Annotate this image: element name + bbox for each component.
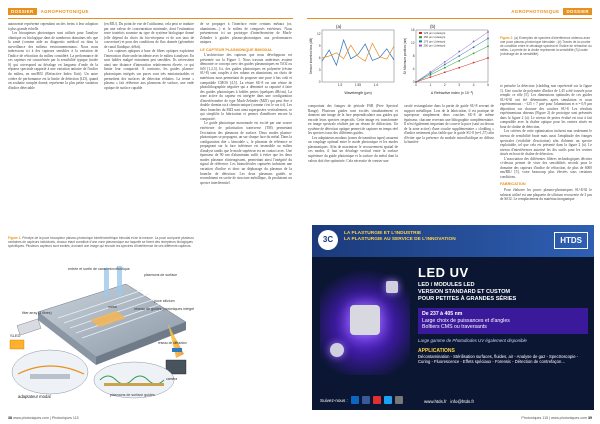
- legend-label: 200 µm L(design): [423, 43, 446, 48]
- column-4: [308, 104, 398, 222]
- ad-line-3: POUR PETITES À GRANDES SÉRIES: [418, 296, 517, 302]
- right-footer: Photoniques 115 | www.photoniques.com 39: [521, 416, 592, 420]
- label-channel: entrée et sortie de canal microfluidique: [68, 267, 130, 271]
- ad-banner-text: [344, 231, 544, 243]
- led-smd-icon: [386, 281, 398, 293]
- plot-b-xlabel: Δ Refractive index (x 10⁻³): [430, 91, 474, 95]
- y-tick-label: 0: [412, 80, 415, 85]
- col6-para-2: Les critères de cette optimisation incluent non seulement le niveau de sensibilité brute mais aussi l'amplitude des franges spectrales (visibilité d'excitation) afin d'obtenir un spectre exploitable, tel que cela est présenté dans la figure 2 (a). Le niveau d'interférences autorisé les dix outils pour les centres situés en bout de chaîne de détection.: [500, 129, 592, 157]
- right-header-rule: [307, 18, 592, 19]
- ad-social-label: Suivez-nous :: [320, 397, 348, 403]
- data-point: [473, 53, 475, 55]
- y-tick-label: 6: [318, 56, 321, 61]
- data-point: [458, 51, 460, 53]
- ad-led-visual: [320, 265, 410, 375]
- label-chip: réseau de guides photoniques intégrés: [134, 307, 194, 311]
- label-camera: caméra: [166, 377, 178, 381]
- x-tick-label: 1.5: [337, 83, 343, 87]
- x-tick-label: 0: [415, 83, 417, 87]
- col3-para-3: Le guide photonique monomode est excité par une source extérieure de polarisation transverse (TM) permettant l'excitation des plasmons de surface. Deux modes plasmo-photoniques se propagent, un sur chaque face du métal. Dans la configuration dite « bimodale », le plasmon de référence se propageant sur la face inférieure est insensible au milieu d'analyse tandis que le mode supérieur est en contact avec. Une épaisseur de 90 nm d'aluminium suffit à éviter que les deux modes plasmon n'interagissent, permettant ainsi l'intégrité du signal de référence. Les biomolécules capturées induisent une variation d'indice et donc un déphasage du plasmon de la branche de détection. Les deux plasmons guidés se recombinent en sortie de structure métallique, ils produisent un spectre interférentiel: [200, 121, 292, 185]
- adapter-guide: [30, 374, 70, 379]
- ad-banner-line-1: LA PLASTURGIE ET L'INDUSTRIE: [344, 231, 422, 236]
- x-tick-label: 5: [487, 83, 489, 87]
- led-chip-icon: [330, 343, 344, 357]
- ad-brand-logo-left: 3C: [318, 230, 338, 250]
- plasmon-metal: [104, 383, 164, 386]
- data-point: [430, 71, 432, 73]
- ad-apps-title: APPLICATIONS: [418, 347, 455, 354]
- legend-label: 175 µm L(design): [423, 39, 446, 44]
- label-support: puce silicium: [154, 299, 175, 303]
- panel-a-label: (a): [336, 24, 342, 29]
- figure-2-caption: [500, 36, 592, 56]
- ad-spec-box: [418, 308, 588, 334]
- figure-2: [308, 22, 494, 96]
- legend-swatch: [419, 32, 422, 34]
- data-point: [430, 76, 432, 78]
- figure-1-caption-text: Principe de la puce biocapteur plasmo-photonique interférométrique bimodal et de la mesure. La puce comporte plusieurs centaines de capteurs individuels, chacun étant constitué d'une zone plasmonique sur laquelle se fixent des récepteurs biologiques spécifiques. Plusieurs capteurs sont excités, donnant une image qui encode les spectres d'interférence de ces différents capteurs.: [8, 236, 194, 248]
- data-point: [430, 73, 432, 75]
- column-3: [200, 22, 292, 410]
- figure-2-plots: [308, 22, 494, 96]
- data-point: [487, 45, 489, 47]
- ad-title: LED UV: [418, 265, 469, 280]
- plot-b-legend: [419, 31, 445, 48]
- data-point: [444, 67, 446, 69]
- left-page-number: 38: [8, 416, 12, 420]
- col6-para-3: L'association des différentes filières technologiques décrites ci-dessus permet de viser des sensibilités records pour le domaine des capteurs d'indice de réfraction, de plus de 6000 nm/RIU [5], voire beaucoup plus élevées sous certaines conditions.: [500, 156, 592, 179]
- label-grating: réseau de diffraction: [158, 341, 187, 345]
- figure-2-caption-text: (a) Exemples de spectres d'interférence obtenus avec une puce plasmo-photonique bimodale ; (b) Tracés de la courbe de condition entre le décalage spectral et l'indice de réfraction du milieu. La pente de la droite représente la sensibilité (S) locale (voisinage de la sensibilité).: [500, 36, 592, 56]
- ad-banner-line-2: LA PLASTURGIE AU SERVICE DE L'INNOVATION: [344, 237, 456, 242]
- y-tick-label: 16: [410, 28, 415, 33]
- legend-label: 125 µm L(design): [423, 31, 446, 35]
- fiber-array: [17, 319, 41, 335]
- x-tick-label: 3: [458, 83, 461, 87]
- ad-apps-text: Décontamination - Stérilisation surfaces, fluides, air - Analyse de gaz - Spectroscopie - Curing - Fluorescence - Effets spéciaux - Forensic - Détection de contrefaçon…: [418, 353, 579, 365]
- y-tick-label: 8: [412, 54, 415, 59]
- data-point: [473, 40, 475, 42]
- column-1: [8, 22, 98, 232]
- label-sled: SLED: [10, 333, 21, 338]
- data-point: [487, 57, 489, 59]
- microfluidic-inlet: [104, 268, 109, 298]
- ad-social: [320, 396, 403, 404]
- twitter-icon[interactable]: [384, 396, 392, 404]
- ad-spec-3: Boîtiers CMS ou traversants: [422, 324, 487, 331]
- left-header-rule: [8, 18, 293, 19]
- diffraction-grating: [172, 348, 182, 352]
- left-header-title: AGROPHOTONIQUE: [40, 9, 89, 14]
- data-point: [458, 67, 460, 69]
- figure-1-illustration: [8, 262, 194, 402]
- column-2: [104, 22, 194, 232]
- right-footer-site: www.photoniques.com: [551, 416, 587, 420]
- col4-para-1: comportant des franges de période FSR (Free Spectral Range). Plusieurs guides sont excités simultanément et donnent une image de la face perpendiculaire aux guides qui encode leurs spectres respectifs. Cette image est transformée en image spectrale réalisée par un réseau de diffraction. Un système de détection optique permet de capturer en temps réel les spectres issus des différents guides.: [308, 104, 398, 136]
- y-tick-label: 12: [316, 32, 321, 37]
- email-icon[interactable]: [395, 396, 403, 404]
- y-tick-label: 4: [412, 67, 415, 72]
- ad-spec-1: De 237 à 405 nm: [422, 311, 463, 317]
- ad-line-2: VERSION STANDARD ET CUSTOM: [418, 289, 511, 295]
- col2-para-2: Les capteurs optiques à base de fibres optiques exploitent l'interaction d'une onde incidente avec le milieu à analyser. En sont faibles malgré entrainent peu sensibles. Ils nécessitent ainsi une distance d'interaction relativement élevée, ce qui limite leur compacité. A contrario, les guides plasmo-photoniques intégrés sur puces sont très miniaturisables et permettent des surfaces de détection réduites. La terme « plasmo » fait référence aux plasmons de surface, une onde optique de surface capable: [104, 49, 194, 90]
- left-footer: 38 www.photoniques.com | Photoniques 115: [8, 416, 79, 420]
- right-header: [507, 7, 592, 16]
- legend-swatch: [419, 45, 422, 47]
- ad-note: Large gamme de Photodiodes UV également disponible: [418, 337, 527, 343]
- ad-spec-2: Large choix de puissances et d'angles: [422, 317, 510, 324]
- x-tick-label: 1.6: [373, 83, 379, 87]
- plot-b-ylabel: δλ Minimum position (nm): [403, 37, 407, 75]
- data-point: [473, 46, 475, 48]
- youtube-icon[interactable]: [373, 396, 381, 404]
- y-tick-label: 9: [318, 44, 321, 49]
- col4-para-2: Les adaptateurs modaux (zones de transition taper) assurent un couplage optimal entre le mode photonique et les modes plasmoniques. Afin de maximiser le recouvrement spatial de ces modes, il faut un décalage vertical entre la surface supérieure du guide photonique et la surface du métal dont la valeur doit être optimisée. Cela nécessite de creuser une: [308, 135, 398, 163]
- data-point: [487, 31, 489, 33]
- x-tick-label: 4: [472, 83, 475, 87]
- col6-subhead: FABRICATION: [500, 182, 526, 187]
- ad-banner: [312, 225, 594, 257]
- col6-para-4: Pour élaborer les puces plasmo-photoniques SU-8/Al le substrat utilisé est une plaquette de silicium recouverte de 3 µm de SiO2. Le remplacement du matériau inorganique: [500, 188, 592, 202]
- label-fiber: fiber array (4 fibres): [22, 311, 52, 315]
- figure-1-caption: [8, 236, 194, 248]
- col3-para-2: L'architecture des capteurs que nous développons est présentée sur la Figure 1. Nous travaux antérieurs avaient démontré ce concept avec des guides plasmoniques en TiO2 ou SiN [1,2,3]. Ici, des guides photoniques en polymère (résine SU-8) sont couplés à des rubans en aluminium, un choix de matériaux nous permettant de proposer une puce à bas coût et compatible CMOS [4,5]. La résine SU-8 est une résine de photolithographie négative qui a démontré sa capacité à faire des guides photoniques à faibles pertes (quelques dB/cm). La zone active du capteur est intégrée dans une configuration d'interféromètre de type Mach-Zehnder (MZI) qui peut être à double chemin ou à chemin unique (comme c'est le cas ici). Les deux branches du MZI sont ainsi superposées verticalement, ce qui simplifie la fabrication et permet d'améliorer encore la compacité.: [200, 53, 292, 121]
- ad-email[interactable]: info@htds.fr: [450, 399, 475, 404]
- ad-contact: [424, 399, 474, 404]
- x-tick-label: 1.55: [354, 83, 362, 87]
- col3-para-1: de se propager à l'interface entre certains métaux (or, aluminium…) et le milieu de composés extérieurs. Nous présenterons ici un prototype d'interféromètre de Mach-Zehnder à guides plasmo-photoniques aux performances uniques.: [200, 22, 292, 45]
- linkedin-icon[interactable]: [351, 396, 359, 404]
- facebook-icon[interactable]: [362, 396, 370, 404]
- right-header-tag: DOSSIER: [563, 8, 592, 15]
- col2-para-1: (en RIU). Du point de vue de l'utilisateur, cela peut se traduire par une valeur de concentration minimale, dont l'estimation reste toutefois soumise au type de système biologique donné (elle dépend du choix du bio-récepteur et de son taux de couverture) et pour des conditions de flux donnée (géométrie de canal fluidique, débit).: [104, 22, 194, 49]
- ad-brand-logo-right: HTDS: [554, 232, 588, 249]
- left-header-tag: DOSSIER: [8, 8, 37, 15]
- plot-a-ylabel: Sensor insertion loss (dB): [309, 37, 313, 75]
- col6-para-1: et perturbe la détection (cladding non représenté sur la figure 1). Une couche de polymère d'indice de 1,45 a été trouvée pour remplir ce rôle [5]. Les dimensions optimales de ces guides SU-8/Al ont été déterminées après simulation et nous expérimentaux : ~125 × 7 µm² pour l'aluminium et n = 0,9 µm déposition sur chacune des couches SU-8. Les résultats expérimentaux obtenus (Figure 2) de prototype sont présentés dans la figure 2 (a). Le niveau de pertes évalué est tout à fait compatible avec la chaîne optique pour les centres situés en bout de chaîne de détection.: [500, 84, 592, 129]
- data-point: [458, 55, 460, 57]
- label-adapter: adaptateur modal: [18, 394, 51, 399]
- y-tick-label: 3: [318, 68, 321, 73]
- right-page-number: 39: [588, 416, 592, 420]
- col3-subhead: LE CAPTEUR PLASMONIQUE BIMODAL: [200, 47, 273, 52]
- ad-url[interactable]: www.htds.fr: [424, 399, 447, 404]
- figure-1-caption-num: Figure 1.: [8, 236, 22, 240]
- figure-2-caption-num: Figure 2.: [500, 36, 514, 40]
- col1-para-2: Les biocapteurs photoniques sont utilisés pour l'analyse chimique ou biologique dans de nombreux domaines tels que la santé (comme aide au diagnostic médical ou dans la surveillance des milieux environnementaux. Nous nous intéressons ici à des capteurs sensibles à la variation de l'indice de réfraction du milieu considéré. La performance de ces capteurs est caractérisée par la sensibilité typique (notée S) qui correspond au décalage en longueur d'onde de la réponse spectrale rapporté à une variation unitaire de l'indice du milieu, en nm/RIU (Refractive Index Unit). Un autre critère de performance est la limite de détection (LD), quand on souhaite complet donné, représente la plus petite variation d'indice détectable: [8, 31, 98, 90]
- data-point: [444, 64, 446, 66]
- plot-a-xlabel: Wavelength (µm): [344, 91, 372, 95]
- data-point: [458, 60, 460, 62]
- x-tick-label: 1: [429, 83, 432, 87]
- left-header: [8, 7, 93, 16]
- figure-1: [8, 262, 194, 402]
- legend-swatch: [419, 36, 422, 38]
- ad-line-1: LED / MODULES LED: [418, 282, 475, 288]
- col5-para-1: cavité rectangulaire dans la partie de guide SU-8 servant de support métallique. Lors de la fabrication, il est pratique de superposer simplement deux couches SU-8 de même épaisseur, chacune recevant une lithographie complémentaire. Il n'est également important de couvrir la puce (sauf au dessus de la zone active) d'une couche supplémentaire « cladding » d'indice nettement plus faible que le guide SU-8 (n=1,57) afin d'éviter que la présence du module microfluidique ne diffuse la lumière: [404, 104, 494, 145]
- legend-label: 150 µm L(design): [423, 35, 446, 40]
- label-guides: plasmons de surface guidés: [110, 393, 155, 397]
- y-tick-label: 0: [318, 80, 321, 85]
- led-module-icon: [350, 305, 380, 335]
- x-tick-label: 2: [443, 83, 446, 87]
- panel-b-label: (b): [430, 24, 436, 29]
- right-header-title: AGROPHOTONIQUE: [511, 9, 560, 14]
- column-6: [500, 84, 592, 222]
- ad-copy: [418, 265, 588, 365]
- col1-para-1: autonomie représente cependant un des freins à leur adoption à plus grande échelle.: [8, 22, 98, 31]
- data-point: [487, 38, 489, 40]
- left-footer-site: www.photoniques.com: [13, 416, 49, 420]
- legend-swatch: [419, 40, 422, 42]
- data-point: [473, 62, 475, 64]
- label-wave: plasmons de surface: [144, 273, 178, 277]
- data-point: [444, 61, 446, 63]
- left-footer-issue: Photoniques 115: [51, 416, 79, 420]
- advertisement[interactable]: [312, 225, 594, 410]
- label-metal: métal: [108, 305, 117, 309]
- right-footer-issue: Photoniques 115: [521, 416, 549, 420]
- y-tick-label: 12: [410, 41, 415, 46]
- data-point: [444, 71, 446, 73]
- column-5: [404, 104, 494, 222]
- sled-source: [10, 340, 24, 349]
